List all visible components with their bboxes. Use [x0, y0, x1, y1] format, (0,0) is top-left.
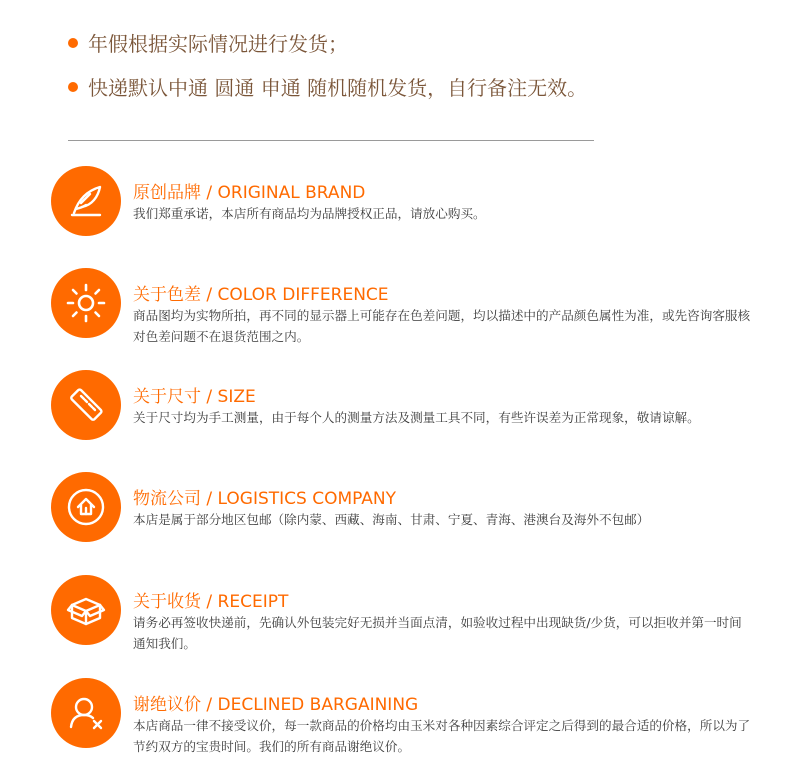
- divider: [68, 140, 594, 141]
- icon-circle: [51, 166, 121, 236]
- sun-icon: [64, 281, 108, 325]
- info-item-color-difference: [51, 268, 771, 344]
- item-desc: 商品图均为实物所拍，再不同的显示器上可能存在色差问题，均以描述中的产品颜色属性为准，或先咨询客服核对色差问题不在退货范围之内。: [133, 308, 751, 344]
- icon-circle: [51, 575, 121, 645]
- item-desc: 本店商品一律不接受议价，每一款商品的价格均由玉米对各种因素综合评定之后得到的最合适的价格，所以为了节约双方的宝贵时间。我们的所有商品谢绝议价。: [133, 718, 751, 754]
- user-decline-icon: [64, 691, 108, 735]
- item-title: 关于收货 / RECEIPT: [133, 592, 289, 612]
- bullet-dot: [68, 82, 78, 92]
- bullet-text: 年假根据实际情况进行发货；: [88, 32, 348, 56]
- item-desc: 请务必再签收快递前，先确认外包装完好无损并当面点清，如验收过程中出现缺货/少货，可以拒收并第一时间通知我们。: [133, 615, 742, 651]
- bullet-row: [68, 28, 348, 57]
- item-desc: 关于尺寸均为手工测量，由于每个人的测量方法及测量工具不同，有些许误差为正常现象，敬请谅解。: [133, 410, 700, 425]
- open-box-icon: [64, 588, 108, 632]
- info-item-original-brand: [51, 166, 771, 238]
- bullet-text: 快递默认中通 圆通 申通 随机随机发货，自行备注无效。: [88, 76, 588, 100]
- icon-circle: [51, 268, 121, 338]
- bullet-row: [68, 72, 587, 101]
- info-item-size: [51, 370, 771, 442]
- item-title: 物流公司 / LOGISTICS COMPANY: [133, 489, 397, 509]
- info-item-declined-bargaining: [51, 678, 771, 754]
- bullet-dot: [68, 38, 78, 48]
- info-item-receipt: [51, 575, 771, 651]
- item-desc: 本店是属于部分地区包邮（除内蒙、西藏、海南、甘肃、宁夏、青海、港澳台及海外不包邮）: [133, 512, 650, 527]
- icon-circle: [51, 370, 121, 440]
- feather-pen-icon: [64, 179, 108, 223]
- item-desc: 我们郑重承诺，本店所有商品均为品牌授权正品，请放心购买。: [133, 206, 486, 221]
- ruler-icon: [64, 383, 108, 427]
- icon-circle: [51, 678, 121, 748]
- item-title: 原创品牌 / ORIGINAL BRAND: [133, 183, 366, 203]
- item-title: 关于色差 / COLOR DIFFERENCE: [133, 285, 389, 305]
- item-title: 关于尺寸 / SIZE: [133, 387, 256, 407]
- item-title: 谢绝议价 / DECLINED BARGAINING: [133, 695, 419, 715]
- home-circle-icon: [64, 485, 108, 529]
- icon-circle: [51, 472, 121, 542]
- info-item-logistics: [51, 472, 771, 544]
